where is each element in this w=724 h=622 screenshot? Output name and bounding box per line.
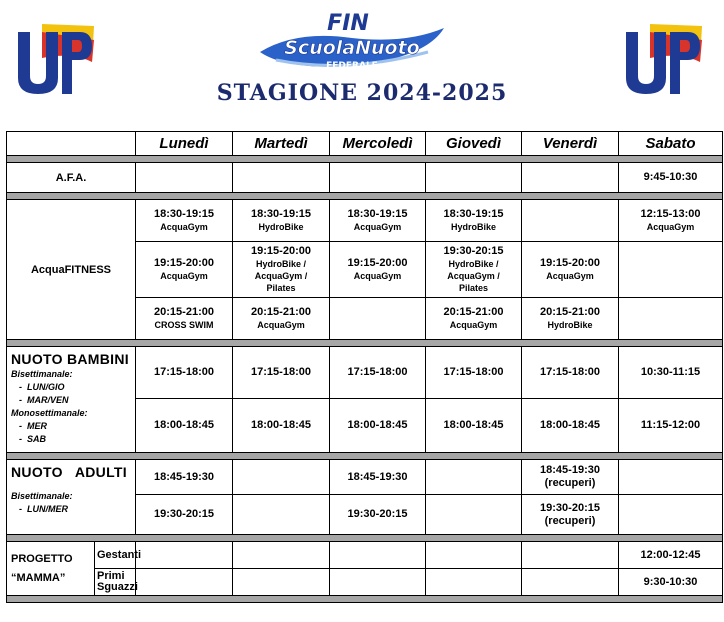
schedule-cell: 18:00-18:45 [136,399,233,453]
adulti-label: NUOTO ADULTI [11,464,127,480]
header-row [7,132,723,156]
schedule-cell: 18:00-18:45 [522,399,619,453]
fin-logo-middle: ScuolaNuoto [284,37,420,59]
schedule-cell: 19:30-20:15 (recuperi) [522,495,619,535]
schedule-cell: 19:15-20:00 HydroBike / AcquaGym / Pilates [233,242,330,298]
day-header-fri: Venerdì [522,132,619,156]
day-header-tue: Martedì [233,132,330,156]
adulti-row-1 [7,460,723,495]
adulti-bi-item: - LUN/MER [19,504,68,514]
adulti-label-cell [7,460,136,535]
schedule-cell: 20:15-21:00 AcquaGym [233,298,330,340]
fin-logo-top: FIN [327,11,369,36]
schedule-cell: 18:30-19:15 HydroBike [426,200,522,242]
separator-row [7,596,723,603]
bambini-label-cell [7,347,136,453]
schedule-cell: 19:30-20:15 HydroBike / AcquaGym / Pilates [426,242,522,298]
day-header-mon: Lunedì [136,132,233,156]
day-header-thu: Giovedì [426,132,522,156]
schedule-cell: 18:45-19:30 (recuperi) [522,460,619,495]
mamma-row-2 [7,569,723,596]
day-header-wed: Mercoledì [330,132,426,156]
separator-row [7,193,723,200]
schedule-cell: 11:15-12:00 [619,399,723,453]
acquafitness-label: AcquaFITNESS [7,200,136,340]
schedule-cell: 18:00-18:45 [233,399,330,453]
separator-row [7,156,723,163]
schedule-cell: 17:15-18:00 [233,347,330,399]
schedule-cell: 18:30-19:15 AcquaGym [330,200,426,242]
separator-row [7,453,723,460]
schedule-table [6,131,723,603]
schedule-cell: 17:15-18:00 [426,347,522,399]
fin-scuolanuoto-logo [256,8,448,76]
schedule-cell: 17:15-18:00 [330,347,426,399]
schedule-cell: 18:00-18:45 [330,399,426,453]
afa-row [7,163,723,193]
bambini-mono-item: - MER [19,421,47,431]
mamma-gestanti-sat: 12:00-12:45 [619,542,723,569]
fin-logo-bottom: FEDERALE [326,61,378,71]
bambini-bi-label: Bisettimanale: [11,369,73,379]
mamma-label-cell [7,542,95,596]
bambini-mono-item: - SAB [19,434,47,444]
schedule-cell: 17:15-18:00 [136,347,233,399]
mamma-primi-sat: 9:30-10:30 [619,569,723,596]
mamma-label-2: “MAMMA” [11,571,66,584]
acquafitness-row-1 [7,200,723,242]
mamma-primi-label: Primi Sguazzi [95,569,136,596]
bambini-row-1 [7,347,723,399]
schedule-cell: 19:15-20:00 AcquaGym [136,242,233,298]
schedule-cell: 18:00-18:45 [426,399,522,453]
schedule-cell: 18:45-19:30 [330,460,426,495]
corner-cell [7,132,136,156]
schedule-cell: 18:30-19:15 HydroBike [233,200,330,242]
schedule-cell: 19:30-20:15 [330,495,426,535]
afa-label: A.F.A. [7,163,136,193]
schedule-cell: 18:30-19:15 AcquaGym [136,200,233,242]
bambini-bi-item: - MAR/VEN [19,395,69,405]
schedule-cell: 20:15-21:00 AcquaGym [426,298,522,340]
bambini-bi-item: - LUN/GIO [19,382,65,392]
mamma-gestanti-label: Gestanti [95,542,136,569]
page-title: STAGIONE 2024-2025 [216,80,508,106]
mamma-row-1 [7,542,723,569]
bambini-mono-label: Monosettimanale: [11,408,88,418]
schedule-cell: 19:15-20:00 AcquaGym [522,242,619,298]
separator-row [7,340,723,347]
mamma-label-1: PROGETTO [11,552,73,565]
schedule-cell: 19:15-20:00 AcquaGym [330,242,426,298]
separator-row [7,535,723,542]
schedule-cell: 12:15-13:00 AcquaGym [619,200,723,242]
afa-sat-time: 9:45-10:30 [619,163,723,193]
schedule-cell: 19:30-20:15 [136,495,233,535]
schedule-cell: 10:30-11:15 [619,347,723,399]
day-header-sat: Sabato [619,132,723,156]
schedule-cell: 18:45-19:30 [136,460,233,495]
schedule-cell: 20:15-21:00 CROSS SWIM [136,298,233,340]
bambini-label: NUOTO BAMBINI [11,351,129,367]
schedule-cell: 20:15-21:00 HydroBike [522,298,619,340]
schedule-cell: 17:15-18:00 [522,347,619,399]
adulti-bi-label: Bisettimanale: [11,491,73,501]
